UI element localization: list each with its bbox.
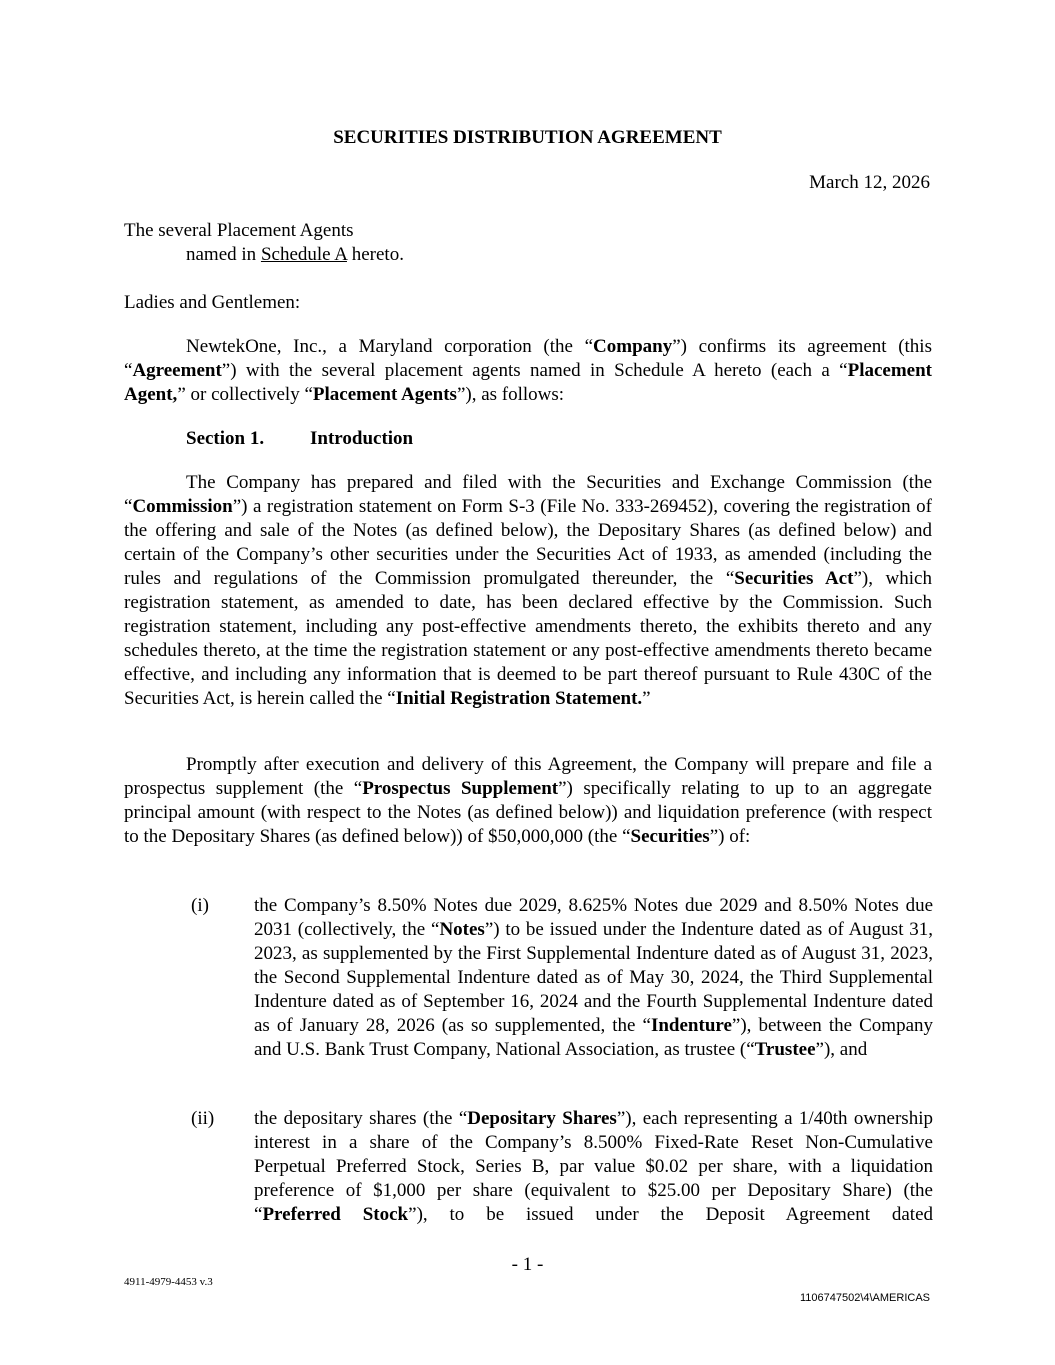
document-id-right: 1106747502\4\AMERICAS <box>799 1292 930 1304</box>
paragraph-company-agreement: NewtekOne, Inc., a Maryland corporation (the “Company”) confirms its agreement (this “Agreement”) with the several placement agents named in Schedule A hereto (each a “Placement Agent,” or collectively “Placement Agents”), as follows: <box>124 336 932 405</box>
salutation: Ladies and Gentlemen: <box>124 292 301 313</box>
paragraph-prospectus-supplement: Promptly after execution and delivery of this Agreement, the Company will prepare and file a prospectus supplement (the “Prospectus Supplement”) specifically relating to up to an aggregate principal amount (with respect to the Notes (as defined below)) and liquidation preference (with respect to the Depositary Shares (as defined below)) of $50,000,000 (the “Securities”) of: <box>124 754 932 847</box>
paragraph-registration-statement: The Company has prepared and filed with the Securities and Exchange Commission (the “Commission”) a registration statement on Form S-3 (File No. 333-269452), covering the registration of the offering and sale of the Notes (as defined below), the Depositary Shares (as defined below) and certain of the Company’s other securities under the Securities Act of 1933, as amended (including the rules and regulations of the Commission promulgated thereunder, the “Securities Act”), which registration statement, as amended to date, has been declared effective by the Commission. Such registration statement, including any post-effective amendments thereto, the exhibits thereto and any schedules thereto, at the time the registration statement or any post-effective amendments thereto became effective, and including any information that is deemed to be part thereof pursuant to Rule 430C of the Securities Act, is herein called the “Initial Registration Statement.” <box>124 472 932 709</box>
document-title: SECURITIES DISTRIBUTION AGREEMENT <box>333 127 722 148</box>
document-id-left: 4911-4979-4453 v.3 <box>124 1276 213 1288</box>
list-item-depositary-shares <box>191 1107 933 1227</box>
list-item-notes <box>191 894 933 1062</box>
section-number: Section 1. <box>186 428 265 449</box>
list-item-text: the Company’s 8.50% Notes due 2029, 8.625% Notes due 2029 and 8.50% Notes due 2031 (collectively, the “Notes”) to be issued under the Indenture dated as of August 31, 2023, as supplemented by the First Supplemental Indenture dated as of August 31, 2023, the Second Supplemental Indenture dated as of May 30, 2024, the Third Supplemental Indenture dated as of September 16, 2024 and the Fourth Supplemental Indenture dated as of January 28, 2026 (as so supplemented, the “Indenture”), between the Company and U.S. Bank Trust Company, National Association, as trustee (“Trustee”), and <box>254 895 934 1060</box>
section-title: Introduction <box>310 428 414 449</box>
section-heading <box>186 427 413 451</box>
addressee-block <box>124 219 404 267</box>
page-number: - 1 - <box>511 1254 544 1275</box>
schedule-a-reference: Schedule A <box>260 244 347 265</box>
list-item-label: (i) <box>191 895 209 916</box>
addressee-line-2: named in Schedule A hereto. <box>186 244 404 265</box>
list-item-text: the depositary shares (the “Depositary Shares”), each representing a 1/40th ownership interest in a share of the Company’s 8.500% Fixed-Rate Reset Non-Cumulative Perpetual Preferred Stock, Series B, par value $0.02 per share, with a liquidation preference of $1,000 per share (equivalent to $25.00 per Depositary Share) (the “Preferred Stock”), to be issued under the Deposit Agreement dated <box>254 1108 933 1225</box>
agreement-date: March 12, 2026 <box>809 172 930 193</box>
addressee-line-1: The several Placement Agents <box>124 220 354 241</box>
list-item-label: (ii) <box>191 1108 215 1129</box>
